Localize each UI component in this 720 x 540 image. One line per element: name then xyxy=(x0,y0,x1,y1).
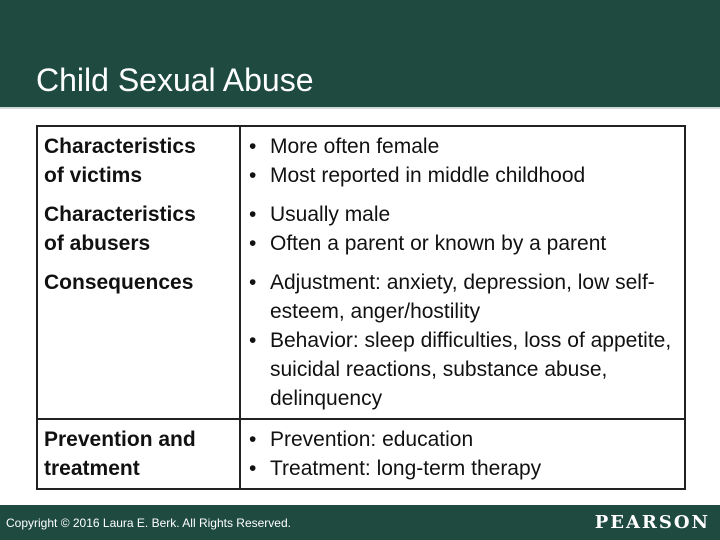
bullet-item: • Most reported in middle childhood xyxy=(247,161,678,190)
table-row-victims xyxy=(37,126,685,195)
pearson-logo: PEARSON xyxy=(594,512,710,533)
slide-title: Child Sexual Abuse xyxy=(36,62,314,98)
row-label-abusers xyxy=(37,195,240,263)
bullet-item: • Often a parent or known by a parent xyxy=(247,229,678,258)
table-row-consequences xyxy=(37,263,685,419)
bullet-item: • Usually male xyxy=(247,200,678,229)
slide-footer xyxy=(0,505,720,540)
bullet-item: • More often female xyxy=(247,132,678,161)
row-label-victims xyxy=(37,126,240,195)
row-label-line: treatment xyxy=(44,457,140,480)
table-row-abusers xyxy=(37,195,685,263)
header-divider xyxy=(0,107,720,109)
row-label-consequences xyxy=(37,263,240,419)
row-label-line: Prevention and xyxy=(44,428,196,451)
table-row-prevention xyxy=(37,419,685,489)
row-description-abusers xyxy=(240,195,685,263)
content-table xyxy=(36,125,686,490)
row-label-line: Consequences xyxy=(44,271,194,294)
row-description-consequences xyxy=(240,263,685,419)
bullet-item: • Adjustment: anxiety, depression, low self-esteem, anger/hostility xyxy=(247,268,678,326)
copyright-notice: Copyright © 2016 Laura E. Berk. All Rights Reserved. xyxy=(6,516,291,530)
bullet-item: • Prevention: education xyxy=(247,425,678,454)
row-description-prevention xyxy=(240,419,685,489)
row-label-prevention xyxy=(37,419,240,489)
bullet-item: • Treatment: long-term therapy xyxy=(247,454,678,483)
slide-header xyxy=(0,0,720,108)
bullet-item: • Behavior: sleep difficulties, loss of appetite, suicidal reactions, substance abuse, delinquency xyxy=(247,326,678,413)
row-label-line: Characteristics xyxy=(44,203,196,226)
row-label-line: Characteristics xyxy=(44,135,196,158)
row-description-victims xyxy=(240,126,685,195)
row-label-line: of abusers xyxy=(44,232,151,255)
row-label-line: of victims xyxy=(44,164,143,187)
